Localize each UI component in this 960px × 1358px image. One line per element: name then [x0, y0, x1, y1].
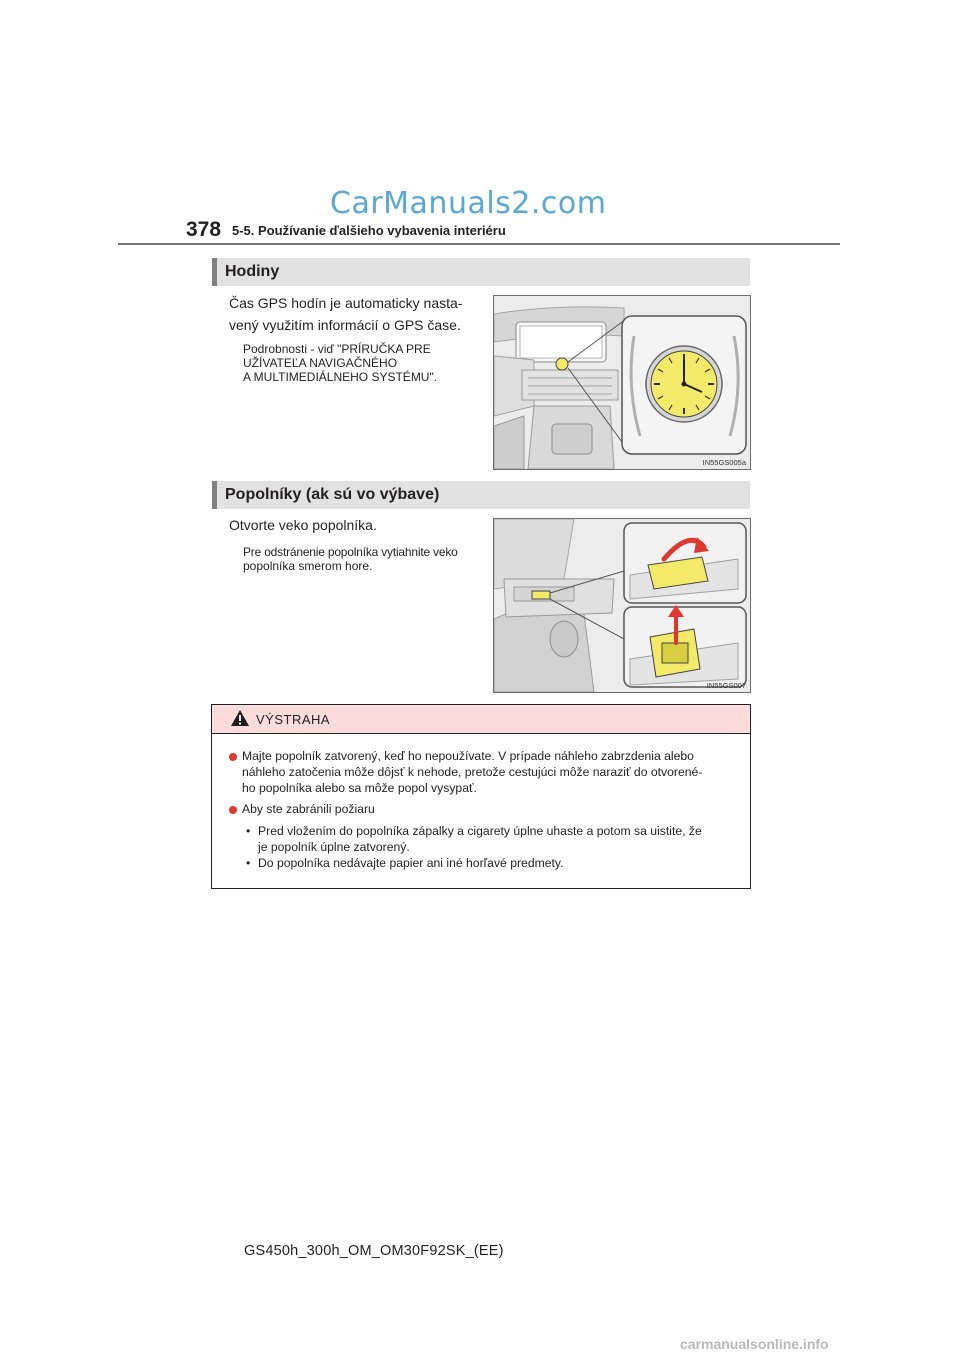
bullet-icon — [229, 753, 237, 761]
running-head: 5-5. Používanie ďalšieho vybavenia interiéru — [232, 223, 506, 238]
sub-bullet-marker: • — [246, 824, 251, 838]
clock-body-line: Čas GPS hodín je automaticky nasta- — [229, 295, 463, 311]
clock-body-line: vený využitím informácií o GPS čase. — [229, 317, 461, 333]
watermark-footer: carmanualsonline.info — [680, 1336, 829, 1352]
warning-item-line: ho popolníka alebo sa môže popol vysypať. — [242, 781, 477, 795]
warning-title: VÝSTRAHA — [256, 712, 331, 727]
warning-item: Aby ste zabránili požiaru — [242, 802, 375, 816]
warning-item-line: Majte popolník zatvorený, keď ho nepoužívate. V prípade náhleho zabrzdenia alebo — [242, 749, 694, 763]
clock-note-line: Podrobnosti - viď "PRÍRUČKA PRE — [243, 342, 431, 356]
warning-triangle-icon — [230, 709, 250, 727]
section-title: Hodiny — [225, 263, 280, 280]
section-heading-ashtray — [212, 481, 750, 509]
figure-code: IN55GS005a — [702, 458, 746, 467]
section-accent — [212, 481, 217, 509]
ashtray-note-line: popolníka smerom hore. — [243, 559, 373, 573]
ashtray-figure — [493, 518, 751, 693]
footer-document-code: GS450h_300h_OM_OM30F92SK_(EE) — [244, 1243, 504, 1259]
sub-bullet-marker: • — [246, 856, 251, 870]
header-rule — [118, 243, 840, 245]
clock-note-line: A MULTIMEDIÁLNEHO SYSTÉMU". — [243, 370, 438, 384]
warning-box — [211, 704, 751, 889]
clock-note-line: UŽÍVATEĽA NAVIGAČNÉHO — [243, 356, 398, 370]
bullet-icon — [229, 806, 237, 814]
section-heading-clock — [212, 258, 750, 286]
ashtray-body: Otvorte veko popolníka. — [229, 517, 377, 533]
clock-figure — [493, 295, 751, 470]
warning-item-line: náhleho zatočenia môže dôjsť k nehode, pretože cestujúci môže naraziť do otvorené- — [242, 765, 703, 779]
warning-subitem-line: Do popolníka nedávajte papier ani iné horľavé predmety. — [258, 856, 564, 870]
section-title: Popolníky (ak sú vo výbave) — [225, 486, 440, 503]
section-accent — [212, 258, 217, 286]
ashtray-illustration — [494, 519, 750, 692]
watermark-logo: CarManuals2.com — [330, 186, 607, 221]
warning-subitem-line: je popolník úplne zatvorený. — [258, 840, 410, 854]
warning-header — [212, 705, 750, 734]
figure-code: IN55GS007 — [706, 681, 746, 690]
clock-illustration — [494, 296, 750, 469]
ashtray-note-line: Pre odstránenie popolníka vytiahnite veko — [243, 545, 458, 559]
warning-subitem-line: Pred vložením do popolníka zápalky a cigarety úplne uhaste a potom sa uistite, že — [258, 824, 702, 838]
page-number: 378 — [186, 218, 222, 241]
